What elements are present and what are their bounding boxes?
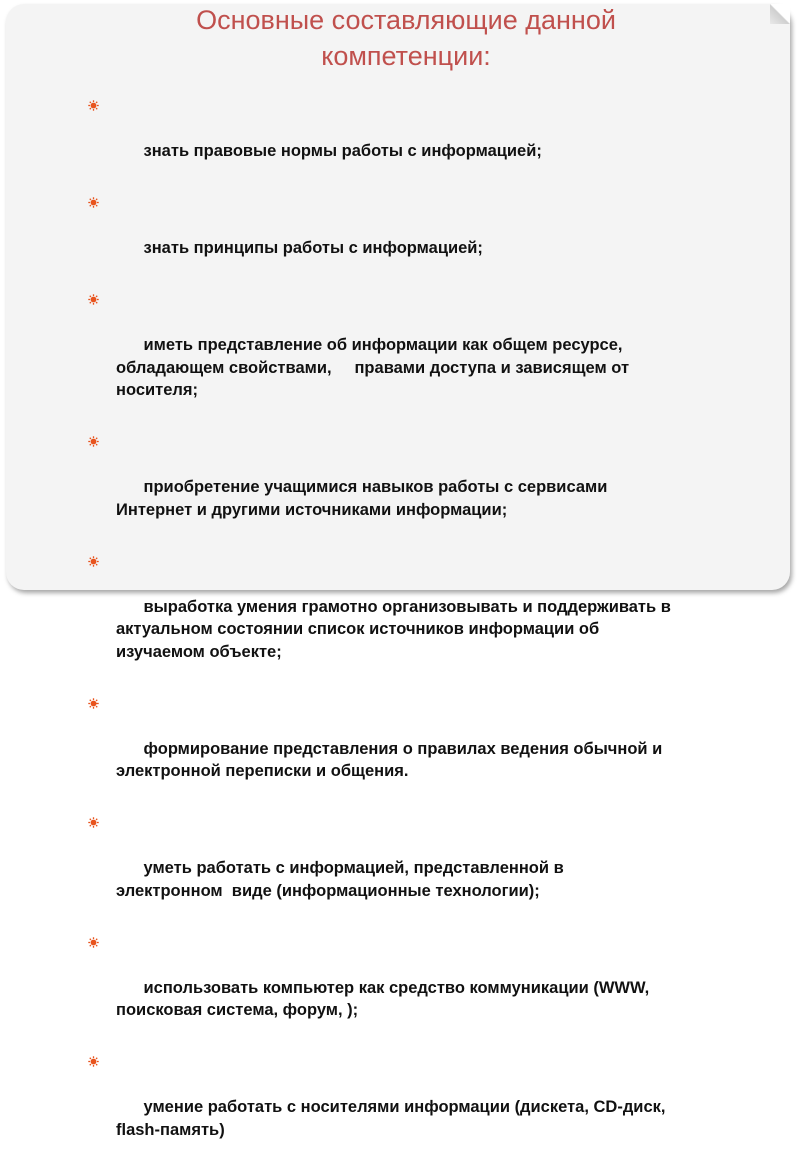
- sun-bullet-icon: [88, 937, 99, 948]
- list-item-text: знать принципы работы с информацией;: [143, 239, 483, 257]
- slide: [6, 4, 790, 1139]
- slide-title: [86, 2, 726, 74]
- sun-bullet-icon: [88, 1056, 99, 1067]
- list-item: [86, 812, 766, 925]
- list-item-text: использовать компьютер как средство коммуникации (WWW, поисковая система, форум, );: [116, 978, 650, 1019]
- list-item: [86, 95, 766, 185]
- slide-title-line-1: Основные составляющие данной: [196, 5, 616, 35]
- list-item: [86, 192, 766, 282]
- list-item: [86, 1051, 766, 1164]
- bullet-list: [86, 95, 766, 1171]
- sun-bullet-icon: [88, 556, 99, 567]
- list-item-text: иметь представление об информации как общем ресурсе, обладающем свойствами, правами доступа и зависящем от носителя;: [116, 336, 630, 399]
- list-item-text: выработка умения грамотно организовывать и поддерживать в актуальном состоянии список источников информации об изучаемом объекте;: [116, 597, 671, 661]
- sun-bullet-icon: [88, 100, 99, 111]
- sun-bullet-icon: [88, 436, 99, 447]
- list-item: [86, 551, 766, 686]
- page-corner-fold: [770, 4, 790, 24]
- list-item: [86, 932, 766, 1045]
- list-item: [86, 431, 766, 544]
- list-item-text: уметь работать с информацией, представленной в электронном виде (информационные технологии);: [116, 859, 564, 900]
- sun-bullet-icon: [88, 197, 99, 208]
- list-item-text: умение работать с носителями информации (дискета, CD-диск, flash-память): [116, 1098, 666, 1139]
- list-item: [86, 289, 766, 424]
- list-item-text: знать правовые нормы работы с информацией;: [143, 142, 542, 160]
- list-item-text: приобретение учащимися навыков работы с сервисами Интернет и другими источниками информации;: [116, 478, 608, 519]
- list-item: [86, 693, 766, 806]
- sun-bullet-icon: [88, 817, 99, 828]
- slide-title-line-2: компетенции:: [321, 41, 491, 71]
- sun-bullet-icon: [88, 294, 99, 305]
- list-item-text: формирование представления о правилах ведения обычной и электронной переписки и общения.: [116, 739, 663, 780]
- sun-bullet-icon: [88, 698, 99, 709]
